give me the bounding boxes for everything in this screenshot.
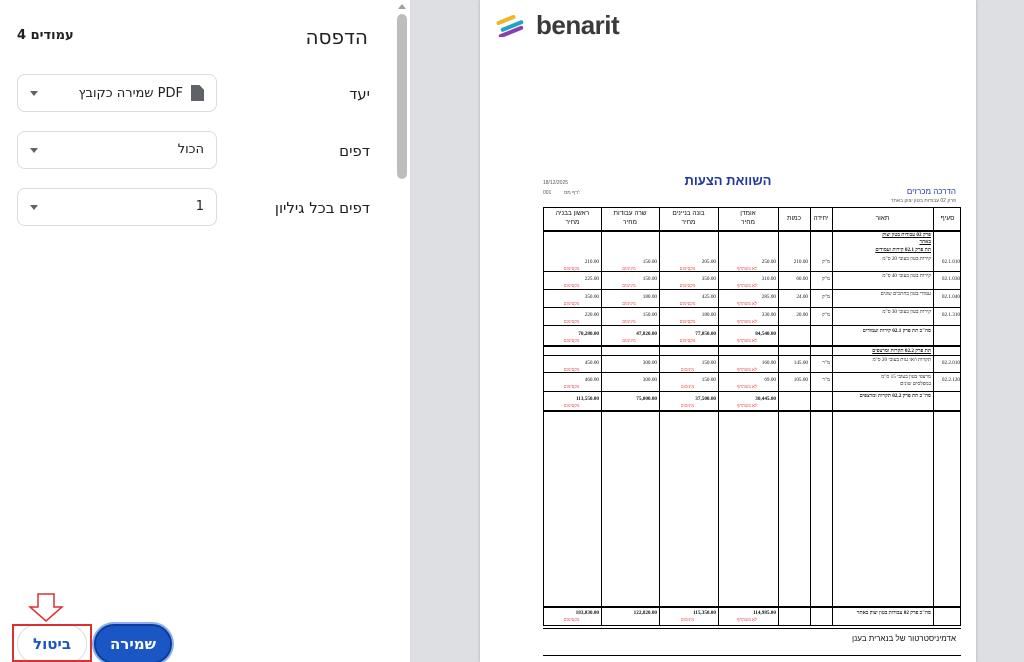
pages-per-sheet-label: דפים בכל גיליון xyxy=(274,199,370,217)
row-price: 225.00 xyxy=(584,276,599,282)
row-description-line2: במפלסים שונים xyxy=(900,381,931,387)
row-price: 460.00 xyxy=(584,377,599,383)
row-price-tag: לא משתתף xyxy=(736,266,757,271)
print-settings-panel xyxy=(0,0,410,662)
destination-label: יעד xyxy=(349,85,370,103)
row-price: 300.00 xyxy=(642,360,657,366)
page-number: 001 xyxy=(543,190,552,196)
row-description: מרצפי בטון בעובי 15 ס"מ xyxy=(881,374,931,380)
row-price-tag: מינימום xyxy=(622,319,636,324)
row-price-tag: מקסימום xyxy=(563,338,580,343)
row-price-tag: מקסימום xyxy=(679,283,696,288)
row-price-tag: מקסימום xyxy=(563,384,580,389)
pages-select[interactable] xyxy=(17,131,217,169)
column-header: אומדן xyxy=(740,210,756,217)
table-row-divider xyxy=(544,410,960,412)
row-section: 02.1.010 xyxy=(941,259,960,265)
row-price-tag: מקסימום xyxy=(563,367,580,372)
column-header-unit: יחידה xyxy=(813,215,829,222)
footer-divider xyxy=(543,628,961,629)
row-unit: מ"ק xyxy=(822,312,830,318)
table-row-divider xyxy=(544,355,960,356)
row-price: 220.00 xyxy=(584,312,599,318)
logo-text: benarit xyxy=(536,10,620,40)
row-price: 150.00 xyxy=(642,276,657,282)
row-description: סה"כ תת פרק 02.2 תקרות ומרצפים xyxy=(859,393,931,399)
row-section: 02.1.030 xyxy=(941,276,960,282)
table-row-divider xyxy=(544,391,960,392)
row-section: 02.1.040 xyxy=(941,294,960,300)
row-price-tag: מינימום xyxy=(622,266,636,271)
row-price: 75,000.00 xyxy=(636,396,657,402)
chevron-down-icon xyxy=(30,148,38,153)
row-unit: מ"ר xyxy=(822,360,830,366)
document-icon xyxy=(191,85,204,101)
row-description: תת פרק 02.2 תקרות ומרצפים xyxy=(872,348,931,354)
cancel-button[interactable]: ביטול xyxy=(17,624,87,662)
row-price-tag: מקסימום xyxy=(563,283,580,288)
column-header: שרה עבודות xyxy=(613,210,647,217)
total-price: 115,350.00 xyxy=(692,610,716,616)
row-price-tag: מינימום xyxy=(622,301,636,306)
row-price: 77,850.00 xyxy=(695,331,716,337)
row-price: 210.00 xyxy=(584,259,599,265)
row-price-tag: מקסימום xyxy=(679,266,696,271)
row-description: קירות בטון בעובי 20 ס"מ xyxy=(882,256,931,262)
row-price-tag: מקסימום xyxy=(679,301,696,306)
column-header-price: מחיר xyxy=(741,219,755,226)
row-description-line2: באתר xyxy=(919,239,931,245)
row-price: 350.00 xyxy=(701,276,716,282)
row-price: 250.00 xyxy=(761,259,776,265)
row-price-tag: מקסימום xyxy=(563,266,580,271)
row-price: 84,540.00 xyxy=(755,331,776,337)
column-header-section: סעיף xyxy=(940,215,955,222)
row-quantity: 20.00 xyxy=(796,312,808,318)
row-section: 02.1.310 xyxy=(941,312,960,318)
row-price-tag: מקסימום xyxy=(563,403,580,408)
save-button[interactable]: שמירה xyxy=(94,624,172,662)
row-quantity: 105.00 xyxy=(793,377,808,383)
row-section: 02.2.120 xyxy=(941,377,960,383)
total-price-tag: לא משתתף xyxy=(736,617,757,622)
row-price-tag: לא משתתף xyxy=(736,283,757,288)
total-price: 183,830.00 xyxy=(575,610,599,616)
row-price: 330.00 xyxy=(761,312,776,318)
row-price: 425.00 xyxy=(701,294,716,300)
total-price-tag: מקסימום xyxy=(563,617,580,622)
column-header-description: תאור xyxy=(875,215,890,222)
pages-value: הכול xyxy=(177,142,204,157)
pages-per-sheet-select[interactable] xyxy=(17,188,217,226)
total-divider xyxy=(544,606,960,608)
document-subtitle2: פרק 02 עבודות בטון יצוק באתר xyxy=(890,198,956,204)
total-price: 114,985.00 xyxy=(752,610,776,616)
column-header-price: מחיר xyxy=(681,219,696,226)
row-quantity: 60.00 xyxy=(796,276,808,282)
document-subtitle: הדרכה מכרזים xyxy=(906,187,956,196)
total-description: סה"כ פרק 02 עבודות בטון יצוק באתר xyxy=(856,610,931,616)
column-header-quantity: כמות xyxy=(786,215,802,222)
comparison-table xyxy=(543,207,961,626)
annotation-arrow-icon xyxy=(28,593,64,623)
row-price: 150.00 xyxy=(642,312,657,318)
footer-text: אדמיניסטרטור של בנארית בענן xyxy=(852,634,956,643)
cancel-highlight-box xyxy=(12,624,92,662)
row-price: 160.00 xyxy=(761,360,776,366)
footer-divider-2 xyxy=(543,655,961,656)
row-price: 150.00 xyxy=(701,377,716,383)
row-price-tag: מקסימום xyxy=(679,319,696,324)
row-description: סה"כ תת פרק 02.1 קירות ועמודים xyxy=(862,328,931,334)
row-price: 47,820.00 xyxy=(636,331,657,337)
row-price-tag: לא משתתף xyxy=(736,367,757,372)
column-header-price: מחיר xyxy=(565,219,580,226)
row-description: פרק 02 עבודות בטון יצוק xyxy=(882,232,931,238)
column-header: ראשון בבניה xyxy=(555,210,590,217)
table-row-divider xyxy=(544,289,960,290)
row-price-tag: מקסימום xyxy=(563,301,580,306)
column-header: בונה בניינים xyxy=(672,210,705,217)
row-section: 02.2.010 xyxy=(941,360,960,366)
row-price: 150.00 xyxy=(701,360,716,366)
row-price: 150.00 xyxy=(642,259,657,265)
row-price: 113,550.00 xyxy=(575,396,599,402)
row-price: 30,445.00 xyxy=(755,396,776,402)
destination-value: שמירה כקובץ PDF xyxy=(78,85,183,101)
row-description: תקרות ו/או גגות בעובי 20 ס"מ xyxy=(872,357,931,363)
row-price-tag: לא משתתף xyxy=(736,301,757,306)
row-unit: מ"ק xyxy=(822,259,830,265)
chevron-down-icon xyxy=(30,205,38,210)
row-price-tag: מינימום xyxy=(622,338,636,343)
print-preview[interactable] xyxy=(410,0,1024,662)
row-price: 180.00 xyxy=(701,312,716,318)
total-price-tag: מינימום xyxy=(680,617,695,622)
row-price-tag: מקסימום xyxy=(563,319,580,324)
row-price: 180.00 xyxy=(642,294,657,300)
benarit-logo xyxy=(494,10,619,41)
row-price-tag: מינימום xyxy=(622,283,636,288)
row-price: 285.00 xyxy=(761,294,776,300)
pages-label: דפים xyxy=(339,142,370,160)
scroll-up-arrow-icon[interactable] xyxy=(398,4,406,9)
row-price: 37,500.00 xyxy=(695,396,716,402)
row-price-tag: לא משתתף xyxy=(736,338,757,343)
scrollbar-thumb[interactable] xyxy=(397,14,407,179)
page-count: 4 עמודים xyxy=(17,28,74,43)
row-description: קירות בטון בעובי 40 ס"מ xyxy=(882,273,931,279)
document-date: 18/12/2025 xyxy=(543,180,569,186)
row-unit: מ"ק xyxy=(822,276,830,282)
row-price: 70,280.00 xyxy=(578,331,599,337)
row-quantity: 24.00 xyxy=(796,294,808,300)
row-description: תת פרק 02.1 קירות ועמודים xyxy=(875,247,931,253)
table-row-divider xyxy=(544,345,960,347)
chevron-down-icon xyxy=(30,91,38,96)
row-price: 69.00 xyxy=(764,377,776,383)
row-price: 205.00 xyxy=(701,259,716,265)
row-price-tag: לא משתתף xyxy=(736,403,757,408)
total-price: 122,820.00 xyxy=(633,610,657,616)
row-price-tag: מינימום xyxy=(680,367,695,372)
row-price-tag: מקסימום xyxy=(679,338,696,343)
row-price-tag: מינימום xyxy=(680,403,695,408)
row-quantity: 145.00 xyxy=(793,360,808,366)
row-price: 300.00 xyxy=(642,377,657,383)
row-quantity: 210.00 xyxy=(793,259,808,265)
row-price: 350.00 xyxy=(584,294,599,300)
row-unit: מ"ר xyxy=(822,377,830,383)
row-price-tag: לא משתתף xyxy=(736,384,757,389)
destination-select[interactable] xyxy=(17,74,217,112)
pages-per-sheet-value: 1 xyxy=(195,199,204,214)
row-price-tag: מינימום xyxy=(680,384,695,389)
row-price: 310.00 xyxy=(761,276,776,282)
document-title: השוואת הצעות xyxy=(684,173,772,188)
table-row-divider xyxy=(544,307,960,308)
table-row-divider xyxy=(544,325,960,326)
row-description: עמודי בטון בחתכים שונים xyxy=(880,291,931,297)
print-title: הדפסה xyxy=(305,25,368,49)
preview-page xyxy=(480,0,976,662)
row-unit: מ"ק xyxy=(822,294,830,300)
row-description: קירות בטון בעובי 30 ס"מ xyxy=(882,309,931,315)
row-price: 450.00 xyxy=(584,360,599,366)
page-number-label: דף מס': xyxy=(564,190,581,196)
logo-mark-icon xyxy=(494,15,530,37)
column-header-price: מחיר xyxy=(623,219,637,226)
row-price-tag: לא משתתף xyxy=(736,319,757,324)
